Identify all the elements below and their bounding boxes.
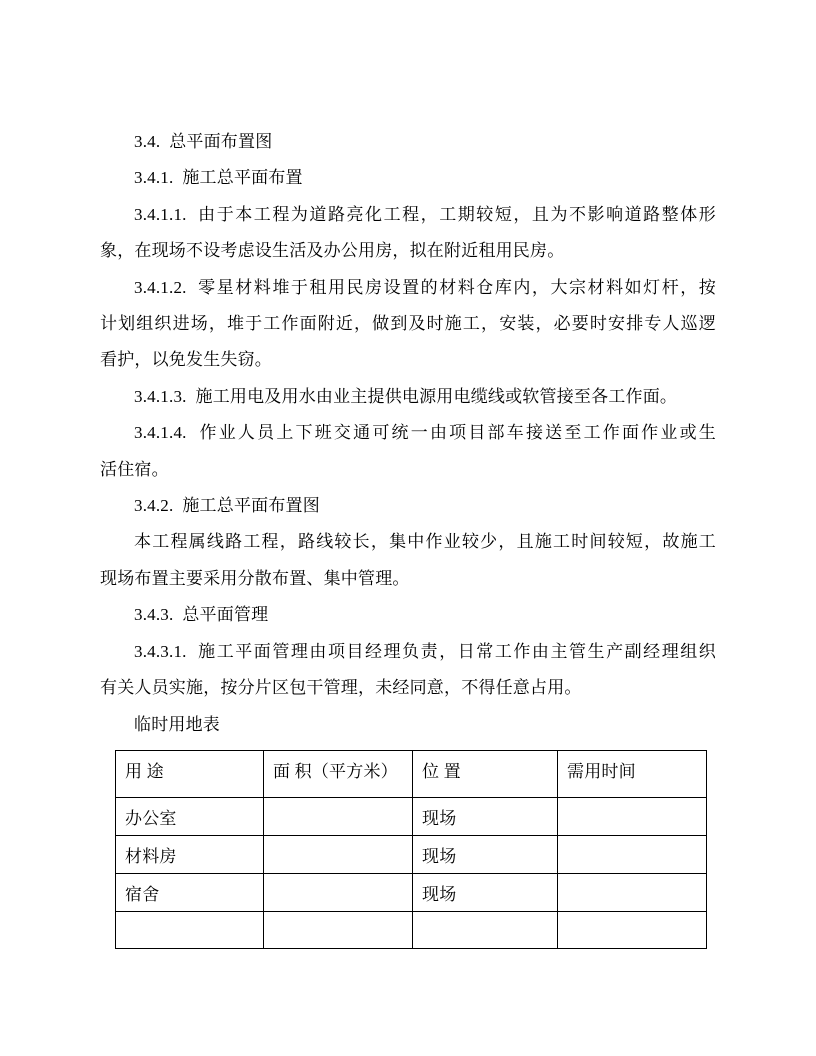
table-cell-time — [558, 873, 707, 911]
paragraph-3-4-1-2-line-3: 看护，以免发生失窃。 — [100, 350, 272, 370]
temporary-land-use-table — [115, 750, 707, 949]
table-cell-purpose: 材料房 — [116, 835, 264, 873]
table-row-office — [116, 797, 707, 835]
table-row-empty — [116, 911, 707, 948]
paragraph-3-4-1-2-line-1: 3.4.1.2. 零星材料堆于租用民房设置的材料仓库内，大宗材料如灯杆，按 — [134, 277, 716, 297]
paragraph-3-4-3-1-line-2: 有关人员实施，按分片区包干管理，未经同意，不得任意占用。 — [100, 678, 582, 698]
paragraph-3-4-1-1-line-1: 3.4.1.1. 由于本工程为道路亮化工程，工期较短，且为不影响道路整体形 — [134, 204, 716, 224]
table-cell-area — [264, 835, 413, 873]
paragraph-3-4-2-line-2: 现场布置主要采用分散布置、集中管理。 — [100, 568, 410, 588]
heading-3-4-1: 3.4.1. 施工总平面布置 — [134, 168, 303, 188]
table-cell-area — [264, 911, 413, 948]
table-cell-area — [264, 873, 413, 911]
table-header-time: 需用时间 — [558, 750, 707, 797]
paragraph-3-4-3-1-line-1: 3.4.3.1. 施工平面管理由项目经理负责，日常工作由主管生产副经理组织 — [134, 641, 716, 661]
paragraph-3-4-1-3: 3.4.1.3. 施工用电及用水由业主提供电源用电缆线或软管接至各工作面。 — [134, 386, 678, 406]
heading-3-4: 3.4. 总平面布置图 — [134, 132, 273, 151]
table-cell-location: 现场 — [413, 835, 558, 873]
table-cell-location — [413, 911, 558, 948]
table-cell-purpose — [116, 911, 264, 948]
table-cell-location: 现场 — [413, 797, 558, 835]
table-cell-location: 现场 — [413, 873, 558, 911]
paragraph-3-4-1-4-line-2: 活住宿。 — [100, 459, 169, 479]
table-cell-purpose: 宿舍 — [116, 873, 264, 911]
table-caption: 临时用地表 — [134, 714, 220, 734]
table-header-area: 面 积（平方米） — [264, 750, 413, 797]
table-row-dormitory — [116, 873, 707, 911]
paragraph-3-4-1-4-line-1: 3.4.1.4. 作业人员上下班交通可统一由项目部车接送至工作面作业或生 — [134, 423, 716, 443]
table-header-row — [116, 750, 707, 797]
table-row-material-room — [116, 835, 707, 873]
table-cell-time — [558, 835, 707, 873]
paragraph-3-4-1-1-line-2: 象，在现场不设考虑设生活及办公用房，拟在附近租用民房。 — [100, 241, 565, 261]
heading-3-4-2: 3.4.2. 施工总平面布置图 — [134, 496, 320, 516]
table-header-purpose: 用 途 — [116, 750, 264, 797]
table-cell-area — [264, 797, 413, 835]
table-cell-time — [558, 911, 707, 948]
paragraph-3-4-1-2-line-2: 计划组织进场，堆于工作面附近，做到及时施工，安装，必要时安排专人巡逻 — [100, 314, 716, 334]
table-header-location: 位 置 — [413, 750, 558, 797]
table-cell-time — [558, 797, 707, 835]
paragraph-3-4-2-line-1: 本工程属线路工程，路线较长，集中作业较少，且施工时间较短，故施工 — [134, 532, 716, 552]
heading-3-4-3: 3.4.3. 总平面管理 — [134, 605, 269, 625]
table-cell-purpose: 办公室 — [116, 797, 264, 835]
document-content — [100, 124, 716, 949]
